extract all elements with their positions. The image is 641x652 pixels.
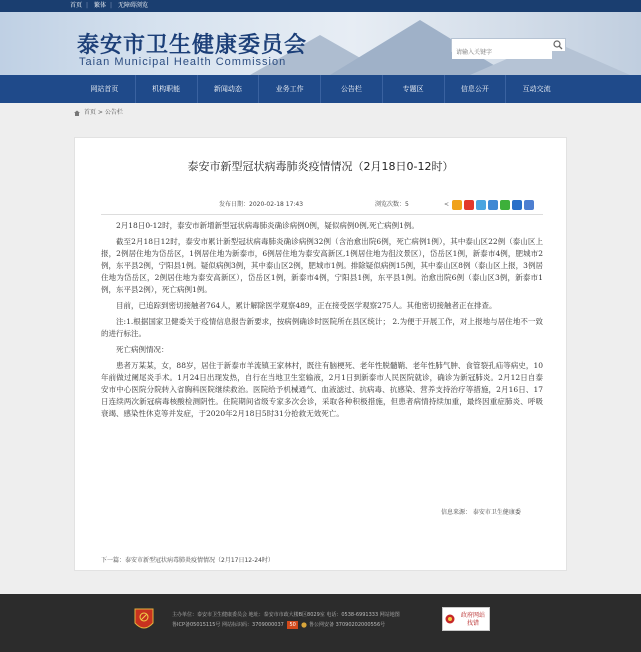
share-baidu-icon[interactable] bbox=[512, 200, 522, 210]
nav-item-interaction[interactable]: 互动交流 bbox=[522, 85, 551, 93]
party-emblem-icon bbox=[133, 607, 155, 633]
article-title: 泰安市新型冠状病毒肺炎疫情情况（2月18日0-12时） bbox=[187, 160, 454, 173]
share-tencent-icon[interactable] bbox=[476, 200, 486, 210]
view-count: 浏览次数：5 bbox=[375, 201, 409, 208]
topbar-link-home[interactable]: 首页 bbox=[70, 2, 83, 9]
badge: 50 bbox=[289, 622, 296, 628]
footer-info-line: 主办单位：泰安市卫生健康委员会 地址：泰安市市政大楼B区8029室 电话：0538-6991333 网站地图 bbox=[172, 612, 400, 618]
nav-item-home[interactable]: 网站首页 bbox=[74, 75, 136, 103]
breadcrumb-home[interactable]: 首页 bbox=[83, 109, 96, 116]
article-paragraph: 截至2月18日12时，泰安市累计新型冠状病毒肺炎确诊病例32例（含治愈出院6例，死亡病例1例），其中泰山区22例（泰山区上报，2例居住地为岱岳区，1例居住地为新泰市，6例居住地为泰安高新区,1例居住地为徂汶景区），岱岳区1例，新泰市4例，肥城市2例，东平县2例，宁阳县1例。疑似病例3例，其中泰山区2例，肥城市1例。排除疑似病例15例，其中泰山区8例（泰山区上报，3例居住地为岱岳区，2例居住地为泰安高新区），岱岳区1例，新泰市4例，宁阳县1例，东平县1例。治愈出院6例（泰山区3例，新泰市1例，东平县2例），死亡病例1例。 bbox=[101, 237, 543, 294]
nav-item-notices[interactable]: 公告栏 bbox=[321, 75, 383, 103]
divider bbox=[101, 214, 543, 215]
breadcrumb bbox=[74, 107, 567, 119]
breadcrumb-separator: > bbox=[97, 109, 103, 116]
share-wechat-icon[interactable] bbox=[500, 200, 510, 210]
share-more-icon[interactable] bbox=[524, 200, 534, 210]
publish-date: 发布日期：2020-02-18 17:43 bbox=[219, 201, 304, 208]
gov-badge-line1: 政府网站 bbox=[460, 612, 485, 619]
article-paragraph: 目前，已追踪到密切接触者764人，累计解除医学观察489，正在接受医学观察275人。其他密切接触者正在排查。 bbox=[116, 301, 497, 310]
topbar-link-accessibility[interactable]: 无障碍浏览 bbox=[117, 2, 148, 9]
site-title[interactable]: 泰安市卫生健康委员会 bbox=[77, 32, 308, 58]
search-icon[interactable] bbox=[553, 40, 563, 50]
footer bbox=[0, 594, 641, 652]
header-banner bbox=[0, 12, 641, 75]
icp-record[interactable]: 鲁ICP备05015115号 网站标识码：3709000037 bbox=[172, 622, 284, 628]
prev-article-link[interactable]: 下一篇：泰安市新型冠状病毒肺炎疫情情况（2月17日12-24时） bbox=[101, 557, 274, 564]
article-source: 信息来源： 泰安市卫生健康委 bbox=[441, 509, 521, 516]
share-renren-icon[interactable] bbox=[488, 200, 498, 210]
search-input[interactable] bbox=[452, 47, 552, 59]
emblem-icon bbox=[445, 613, 455, 625]
topbar: 首页 | 繁体 | 无障碍浏览 bbox=[0, 0, 641, 12]
search-box bbox=[451, 38, 566, 52]
nav-item-disclosure[interactable]: 信息公开 bbox=[445, 75, 507, 103]
main-nav bbox=[0, 75, 641, 103]
nav-item-functions[interactable]: 机构职能 bbox=[136, 75, 198, 103]
article-paragraph: 死亡病例情况： bbox=[116, 345, 169, 354]
article-panel bbox=[74, 137, 567, 571]
article-body bbox=[101, 216, 543, 420]
gov-error-finder-badge[interactable] bbox=[442, 607, 490, 631]
share-label: < bbox=[444, 201, 450, 208]
home-icon bbox=[74, 110, 80, 116]
topbar-link-traditional[interactable]: 繁体 bbox=[93, 2, 106, 9]
share-bar bbox=[444, 200, 534, 210]
nav-item-news[interactable]: 新闻动态 bbox=[198, 75, 260, 103]
article-meta bbox=[75, 196, 566, 214]
police-record[interactable]: 鲁公网安备 37090202000556号 bbox=[309, 622, 386, 628]
share-weibo-icon[interactable] bbox=[464, 200, 474, 210]
footer-records-line bbox=[172, 621, 385, 629]
nav-item-topics[interactable]: 专题区 bbox=[383, 75, 445, 103]
share-qzone-icon[interactable] bbox=[452, 200, 462, 210]
article-paragraph: 注:1.根据国家卫健委关于疫情信息报告新要求，按病例确诊时医院所在县区统计； 2.为便于开展工作，对上报地与居住地不一致的进行标注。 bbox=[101, 317, 543, 338]
gov-badge-line2: 找错 bbox=[466, 620, 479, 627]
site-subtitle: Taian Municipal Health Commission bbox=[79, 56, 287, 68]
police-badge-icon bbox=[301, 622, 307, 628]
breadcrumb-current[interactable]: 公告栏 bbox=[104, 109, 123, 116]
article-paragraph: 2月18日0-12时，泰安市新增新型冠状病毒肺炎确诊病例0例，疑似病例0例,死亡病例1例。 bbox=[116, 221, 419, 230]
nav-item-business[interactable]: 业务工作 bbox=[259, 75, 321, 103]
article-paragraph: 患者万某某，女，88岁，居住于新泰市羊流镇王家林村，既往有脑梗死、老年性脱髓鞘、老年性肺气肿、食管裂孔疝等病史，10年前做过阑尾炎手术。1月24日出现发热，自行在当地卫生室输液，2月1日到新泰市人民医院就诊，确诊为新冠肺炎。2月12日自泰安市中心医院分院转入省胸科医院继续救治。医院给予机械通气、血液滤过、抗病毒、抗感染、营养支持治疗等措施，2月16日、17日连续两次新冠病毒核酸检测阴性。住院期间省级专家多次会诊，采取各种积极措施，但患者病情持续加重，最终因重症肺炎、呼吸衰竭、感染性休克等并发症，于2020年2月18日5时31分抢救无效死亡。 bbox=[101, 361, 543, 418]
